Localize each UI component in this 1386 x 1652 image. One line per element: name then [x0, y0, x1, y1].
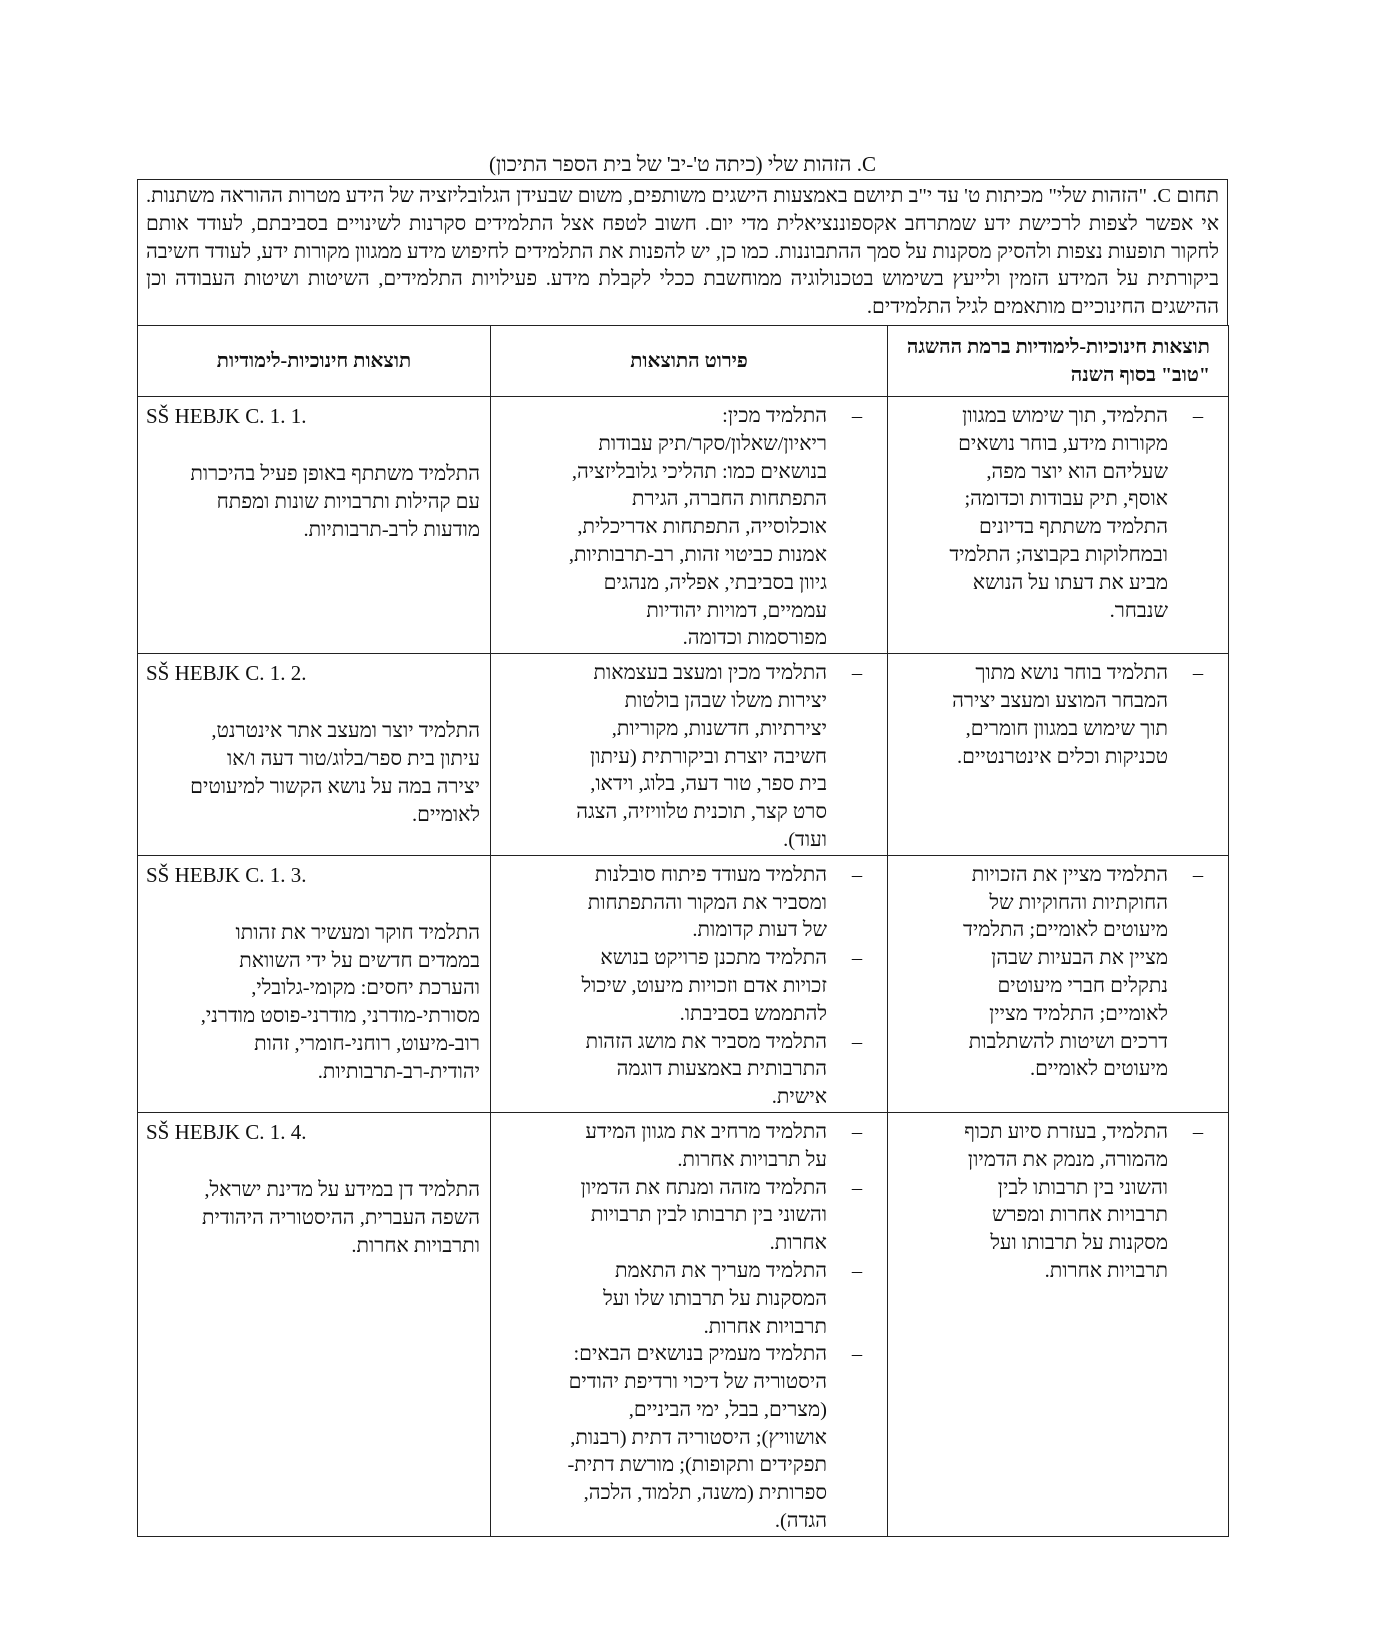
list-item-text: התלמיד מזהה ומנתח את הדמיון והשוני בין תרבותו לבין תרבויות אחרות.	[580, 1176, 827, 1255]
table-row	[138, 1112, 1229, 1536]
table-row	[138, 654, 1229, 856]
table-row	[138, 855, 1229, 1112]
dash-bullet-icon: –	[851, 1343, 863, 1366]
outcome-description: התלמיד דן במידע על מדינת ישראל, השפה העברית, ההיסטוריה היהודית ותרבויות אחרות.	[202, 1178, 480, 1257]
bullet-list	[888, 660, 1228, 771]
outcome-code: SŠ HEBJK C. 1. 2.	[146, 661, 307, 686]
bullet-list	[491, 660, 887, 855]
list-item	[491, 1029, 887, 1112]
list-item	[491, 1258, 887, 1341]
outcomes-table	[137, 325, 1229, 1537]
list-item	[491, 862, 887, 945]
educational-outcome-cell	[138, 654, 491, 856]
outcome-description: התלמיד חוקר ומעשיר את זהותו בממדים חדשים על ידי השוואת והערכת יחסים: מקומי-גלובלי, מסורתי-מודרני, מודרני-פוסט מודרני, רוב-מיעוט, רוחני-חומרי, זהות יהודית-רב-תרבותיות.	[200, 921, 480, 1083]
good-level-outcome-cell	[888, 1112, 1229, 1536]
header-educational-outcomes: תוצאות חינוכיות-לימודיות	[138, 326, 491, 397]
outcome-code: SŠ HEBJK C. 1. 3.	[146, 862, 307, 887]
list-item	[491, 1175, 887, 1258]
good-level-outcome-cell	[888, 397, 1229, 654]
header-outcome-details: פירוט התוצאות	[491, 326, 888, 397]
dash-bullet-icon: –	[851, 1259, 863, 1282]
dash-bullet-icon: –	[851, 863, 863, 886]
outcome-details-cell	[491, 654, 888, 856]
list-item	[491, 1119, 887, 1175]
section-title: C. הזהות שלי (כיתה ט'-יב' של בית הספר התיכון)	[488, 152, 877, 176]
table-row	[138, 397, 1229, 654]
bullet-list	[888, 1119, 1228, 1286]
list-item	[491, 403, 887, 653]
good-level-outcome-cell	[888, 654, 1229, 856]
list-item-text: התלמיד מסביר את מושג הזהות התרבותית באמצעות דוגמה אישית.	[585, 1030, 827, 1109]
list-item	[888, 862, 1228, 1084]
list-item	[888, 660, 1228, 771]
dash-bullet-icon: –	[1192, 405, 1204, 427]
list-item-text: התלמיד מתכנן פרויקט בנושא זכויות אדם וזכויות מיעוט, שיכול להתממש בסביבתו.	[581, 947, 827, 1025]
outcome-description: התלמיד יוצר ומעצב אתר אינטרנט, עיתון בית ספר/בלוג/טור דעה ו/או יצירה במה על נושא הקשור למיעוטים לאומיים.	[190, 720, 480, 826]
list-item	[491, 945, 887, 1028]
dash-bullet-icon: –	[851, 405, 863, 427]
outcome-details-cell	[491, 397, 888, 654]
header-good-level-outcomes: תוצאות חינוכיות-לימודיות ברמת ההשגה "טוב" בסוף השנה	[888, 326, 1229, 397]
good-level-outcome-cell	[888, 855, 1229, 1112]
bullet-list	[888, 403, 1228, 625]
list-item	[888, 1119, 1228, 1286]
bullet-list	[491, 1119, 887, 1536]
educational-outcome-cell	[138, 855, 491, 1112]
bullet-list	[491, 403, 887, 653]
list-item-text: התלמיד בוחר נושא מתוך המבחר המוצע ומעצב יצירה תוך שימוש במגוון חומרים, טכניקות וכלים אינטרנטיים.	[952, 662, 1168, 768]
dash-bullet-icon: –	[851, 1176, 863, 1199]
dash-bullet-icon: –	[851, 1030, 863, 1053]
outcome-description: התלמיד משתתף באופן פעיל בהיכרות עם קהילות ותרבויות שונות ומפתח מודעות לרב-תרבותיות.	[190, 463, 480, 541]
table-header-row	[138, 326, 1229, 397]
outcome-code: SŠ HEBJK C. 1. 1.	[146, 404, 307, 428]
dash-bullet-icon: –	[1192, 863, 1204, 886]
list-item-text: התלמיד מכין ומעצב בעצמאות יצירות משלו שבהן בולטות יצירתיות, חדשנות, מקוריות, חשיבה יוצרת וביקורתית (עיתון בית ספר, טור דעה, בלוג, וידאו, סרט קצר, תוכנית טלוויזיה, הצגה ועוד).	[576, 662, 827, 851]
educational-outcome-cell	[138, 397, 491, 654]
list-item-text: התלמיד מעמיק בנושאים הבאים: היסטוריה של דיכוי ורדיפת יהודים (מצרים, בבל, ימי הביניים, אושוויץ); היסטוריה דתית (רבנות, תפקידים ותקופות); מורשת דתית- ספרותית (משנה, תלמוד, הלכה, הגדה).	[567, 1343, 827, 1533]
bullet-list	[491, 862, 887, 1112]
dash-bullet-icon: –	[851, 1120, 863, 1143]
list-item-text: התלמיד מעריך את התאמת המסקנות על תרבותו שלו ועל תרבויות אחרות.	[603, 1259, 827, 1338]
dash-bullet-icon: –	[1192, 662, 1204, 685]
dash-bullet-icon: –	[851, 662, 863, 685]
outcome-details-cell	[491, 1112, 888, 1536]
dash-bullet-icon: –	[851, 947, 863, 970]
list-item	[491, 1341, 887, 1536]
bullet-list	[888, 862, 1228, 1084]
list-item-text: התלמיד מכין: ריאיון/שאלון/סקר/תיק עבודות בנושאים כמו: תהליכי גלובליזציה, התפתחות החברה, הגירת אוכלוסייה, התפתחות אדריכלית, אמנות כביטוי זהות, רב-תרבותיות, גיוון בסביבתי, אפליה, מנהגים עממיים, דמויות יהודיות מפורסמות וכדומה.	[568, 405, 827, 650]
outcome-code: SŠ HEBJK C. 1. 4.	[146, 1119, 307, 1144]
list-item-text: התלמיד, בעזרת סיוע תכוף מהמורה, מנמק את הדמיון והשוני בין תרבותו לבין תרבויות אחרות ומפרש מסקנות על תרבותו ועל תרבויות אחרות.	[964, 1120, 1168, 1282]
intro-paragraph: תחום C. "הזהות שלי" מכיתות ט' עד י"ב תיושם באמצעות הישגים משותפים, משום שבעידן הגלובליזציה של הידע מטרות ההוראה משתנות. אי אפשר לצפות לרכישת ידע שמתרחב אקספוננציאלית מדי יום. חשוב לטפח אצל התלמידים סקרנות לשינויים בסביבתם, לעודד אותם לחקור תופעות נצפות ולהסיק מסקנות על סמך ההתבוננות. כמו כן, יש להפנות את התלמידים לחיפוש מידע ממגוון מקורות ידע, לעודד חשיבה ביקורתית על המידע הזמין ולייעץ בשימוש בטכנולוגיה ממוחשבת ככלי לקבלת מידע. פעילויות התלמידים, השיטות ושיטות העבודה וכן ההישגים החינוכיים מותאמים לגיל התלמידים.	[137, 179, 1228, 326]
list-item-text: התלמיד מרחיב את מגוון המידע על תרבויות אחרות.	[585, 1120, 827, 1171]
list-item-text: התלמיד, תוך שימוש במגוון מקורות מידע, בוחר נושאים שעליהם הוא יוצר מפה, אוסף, תיק עבודות וכדומה; התלמיד משתתף בדיונים ובמחלוקות בקבוצה; התלמיד מביע את דעתו על הנושא שנבחר.	[949, 405, 1168, 622]
list-item-text: התלמיד מציין את הזכויות החוקתיות והחוקיות של מיעוטים לאומיים; התלמיד מציין את הבעיות שבהן נתקלים חברי מיעוטים לאומיים; התלמיד מציין דרכים ושיטות להשתלבות מיעוטים לאומיים.	[963, 863, 1168, 1081]
educational-outcome-cell	[138, 1112, 491, 1536]
list-item	[888, 403, 1228, 625]
dash-bullet-icon: –	[1192, 1120, 1204, 1143]
outcome-details-cell	[491, 855, 888, 1112]
list-item-text: התלמיד מעודד פיתוח סובלנות ומסביר את המקור וההתפתחות של דעות קדומות.	[587, 863, 827, 942]
list-item	[491, 660, 887, 855]
